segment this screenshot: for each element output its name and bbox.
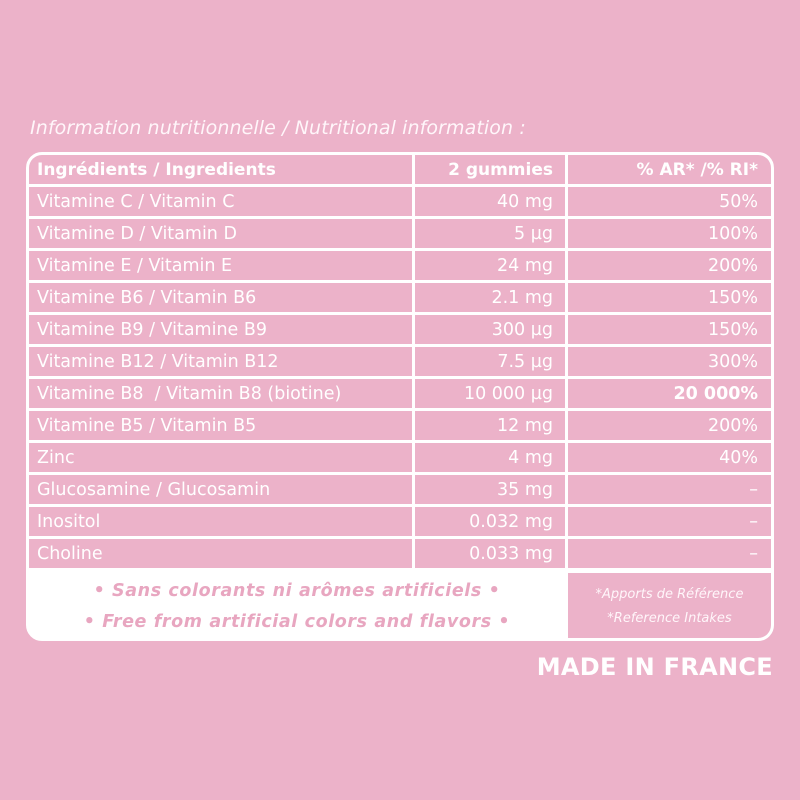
table-row (29, 411, 771, 440)
table-footer (29, 573, 771, 641)
percent-cell: – (568, 475, 771, 504)
amount-cell: 24 mg (415, 251, 565, 280)
ingredient-cell: Vitamine E / Vitamin E (29, 251, 412, 280)
table-row (29, 219, 771, 248)
nutrition-table (26, 152, 774, 641)
table-row (29, 379, 771, 408)
amount-cell: 12 mg (415, 411, 565, 440)
ingredient-cell: Vitamine B8 / Vitamin B8 (biotine) (29, 379, 412, 408)
note-english: *Reference Intakes (607, 611, 732, 626)
amount-cell: 10 000 µg (415, 379, 565, 408)
amount-cell: 40 mg (415, 187, 565, 216)
amount-cell: 0.033 mg (415, 539, 565, 568)
claim-french: • Sans colorants ni arômes artificiels • (93, 581, 501, 601)
note-french: *Apports de Référence (595, 587, 744, 602)
percent-cell: 150% (568, 315, 771, 344)
percent-cell: 100% (568, 219, 771, 248)
table-row (29, 187, 771, 216)
header-ingredients: Ingrédients / Ingredients (29, 155, 412, 184)
amount-cell: 5 µg (415, 219, 565, 248)
amount-cell: 0.032 mg (415, 507, 565, 536)
ingredient-cell: Vitamine B6 / Vitamin B6 (29, 283, 412, 312)
percent-cell: – (568, 507, 771, 536)
amount-cell: 35 mg (415, 475, 565, 504)
made-in-france-label: MADE IN FRANCE (536, 653, 773, 681)
amount-cell: 4 mg (415, 443, 565, 472)
ingredient-cell: Vitamine B9 / Vitamine B9 (29, 315, 412, 344)
percent-cell: 150% (568, 283, 771, 312)
table-row (29, 507, 771, 536)
percent-cell: 50% (568, 187, 771, 216)
ingredient-cell: Glucosamine / Glucosamin (29, 475, 412, 504)
ingredient-cell: Vitamine D / Vitamin D (29, 219, 412, 248)
table-row (29, 539, 771, 568)
ingredient-cell: Zinc (29, 443, 412, 472)
amount-cell: 2.1 mg (415, 283, 565, 312)
percent-cell: 200% (568, 411, 771, 440)
header-percent: % AR* /% RI* (568, 155, 771, 184)
claims-box (29, 573, 565, 641)
percent-cell: – (568, 539, 771, 568)
table-row (29, 443, 771, 472)
table-row (29, 283, 771, 312)
table-row (29, 475, 771, 504)
claim-english: • Free from artificial colors and flavors • (83, 612, 511, 632)
percent-cell: 300% (568, 347, 771, 376)
nutrition-title: Information nutritionnelle / Nutritional information : (30, 117, 526, 139)
amount-cell: 300 µg (415, 315, 565, 344)
percent-cell-highlight: 20 000% (568, 379, 771, 408)
percent-cell: 200% (568, 251, 771, 280)
header-amount: 2 gummies (415, 155, 565, 184)
table-header-row (29, 155, 771, 184)
ingredient-cell: Vitamine B5 / Vitamin B5 (29, 411, 412, 440)
ingredient-cell: Vitamine B12 / Vitamin B12 (29, 347, 412, 376)
amount-cell: 7.5 µg (415, 347, 565, 376)
ingredient-cell: Choline (29, 539, 412, 568)
table-row (29, 251, 771, 280)
table-row (29, 347, 771, 376)
percent-cell: 40% (568, 443, 771, 472)
table-row (29, 315, 771, 344)
ingredient-cell: Vitamine C / Vitamin C (29, 187, 412, 216)
reference-notes (568, 573, 771, 641)
ingredient-cell: Inositol (29, 507, 412, 536)
